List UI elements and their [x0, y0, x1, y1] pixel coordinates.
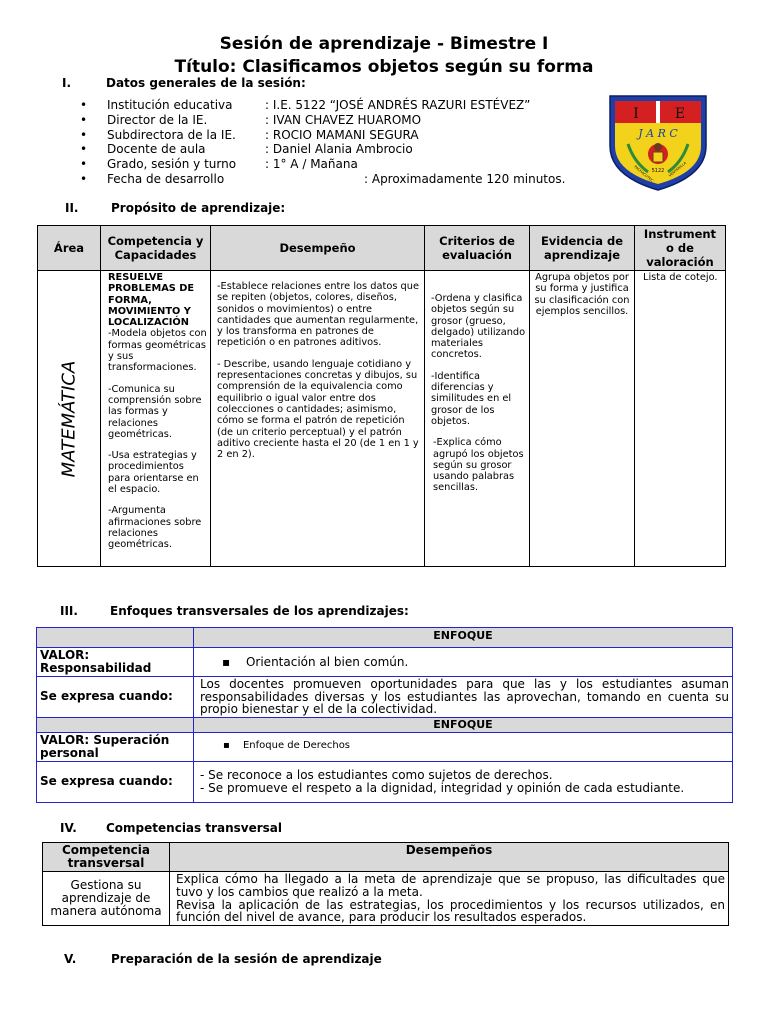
- desempeno-item: -Establece relaciones entre los datos que se repiten (objetos, colores, diseños, sonidos o movimientos) o entre cantidades que aumentan regularmente, y los transforma en patrones de repetición o en patrones aditivos.: [217, 281, 419, 349]
- field-value: : Daniel Alania Ambrocio: [265, 142, 413, 157]
- field-value: : ROCIO MAMANI SEGURA: [265, 127, 419, 142]
- bullet: ▪: [222, 654, 231, 669]
- desempeno-cell: [211, 271, 425, 567]
- competencia-cell: [101, 271, 211, 567]
- table-row: [37, 761, 733, 802]
- section-number-2: II.: [65, 201, 79, 215]
- crest-letter-e: E: [674, 106, 686, 122]
- area-label: MATEMÁTICA: [58, 360, 80, 477]
- table-row: [37, 648, 733, 677]
- field-label: Fecha de desarrollo: [107, 171, 225, 186]
- desempeno-item: Explica cómo ha llegado a la meta de aprendizaje que se propuso, las dificultades que tuvo y los cambios que realizó a la meta.: [176, 872, 725, 899]
- crest-number: 5122: [651, 168, 665, 174]
- desempeno-item: Revisa la aplicación de las estrategias, los procedimientos y los recursos utilizados, en función del nivel de avance, para producir los resultados esperados.: [176, 897, 725, 925]
- section-number-1: I.: [62, 76, 72, 90]
- valor-label: VALOR: Superación personal: [37, 732, 194, 761]
- capacidad-item: -Usa estrategias y procedimientos para orientarse en el espacio.: [108, 450, 199, 496]
- header-desempenos: Desempeños: [170, 843, 729, 872]
- page-title-line1: Sesión de aprendizaje - Bimestre I: [219, 34, 549, 54]
- section-title-4: Competencias transversal: [106, 821, 283, 835]
- header-evidencia: Evidencia de aprendizaje: [530, 226, 635, 271]
- expresa-label: Se expresa cuando:: [37, 677, 194, 718]
- field-value: : Aproximadamente 120 minutos.: [364, 171, 566, 186]
- bullet: •: [80, 98, 88, 112]
- enfoque-header: ENFOQUE: [194, 717, 733, 732]
- expresa-label: Se expresa cuando:: [37, 761, 194, 802]
- section-title-3: Enfoques transversales de los aprendizajes:: [110, 604, 409, 618]
- expresa-line: - Se reconoce a los estudiantes como sujetos de derechos.: [200, 768, 553, 782]
- field-value: : IVAN CHAVEZ HUAROMO: [265, 112, 422, 127]
- evidencia-text: Agrupa objetos por su forma y justifica su clasificación con ejemplos sencillos.: [534, 272, 630, 317]
- field-label: Subdirectora de la IE.: [107, 127, 236, 142]
- section-number-4: IV.: [60, 821, 77, 835]
- enfoque-text: Orientación al bien común.: [245, 654, 409, 669]
- capacidad-item: -Argumenta afirmaciones sobre relaciones geométricas.: [108, 505, 202, 551]
- section-title-1: Datos generales de la sesión:: [106, 76, 306, 90]
- criterio-item: -Explica cómo agrupó los objetos según su grosor usando palabras sencillas.: [433, 437, 524, 494]
- table-row: [37, 717, 733, 732]
- area-cell: [38, 271, 101, 567]
- desempenos-cell: [170, 872, 729, 926]
- crest-right-text: VENTANILLA: [668, 160, 688, 178]
- competencia-title: RESUELVE PROBLEMAS DE FORMA, MOVIMIENTO Y LOCALIZACIÓN: [108, 272, 195, 329]
- table-header-row: [43, 843, 729, 872]
- enfoque-cell: [194, 732, 733, 761]
- school-crest-logo: [604, 92, 712, 192]
- bullet: •: [80, 157, 88, 172]
- expresa-line: - Se promueve el respeto a la dignidad, integridad y opinión de cada estudiante.: [200, 780, 685, 795]
- table-row: [38, 271, 726, 567]
- field-label: Grado, sesión y turno: [107, 157, 237, 172]
- transversal-table: [42, 842, 729, 926]
- field-label: Docente de aula: [107, 142, 206, 157]
- bullet: •: [80, 142, 88, 157]
- table-header-row: [38, 226, 726, 271]
- valor-label: VALOR: Responsabilidad: [37, 648, 194, 677]
- enfoque-header: ENFOQUE: [194, 628, 733, 648]
- purpose-table: [37, 225, 726, 567]
- competencia-transversal-cell: Gestiona su aprendizaje de manera autónoma: [43, 872, 170, 926]
- expresa-cell: [194, 761, 733, 802]
- capacidad-item: -Modela objetos con formas geométricas y sus transformaciones.: [108, 328, 207, 374]
- criterio-item: -Ordena y clasifica objetos según su grosor (grueso, delgado) utilizando materiales concretos.: [431, 293, 526, 361]
- field-value: : 1° A / Mañana: [265, 157, 358, 172]
- table-row: [37, 628, 733, 648]
- crest-left-text: PACHACUTEC: [633, 164, 654, 183]
- header-instrumento: Instrument o de valoración: [635, 226, 726, 271]
- crest-letter-i: I: [633, 106, 639, 122]
- crest-monogram: J A R C: [638, 127, 678, 140]
- bullet: •: [80, 127, 88, 142]
- header-area: Área: [38, 226, 101, 271]
- field-value: : I.E. 5122 “JOSÉ ANDRÉS RAZURI ESTÉVEZ”: [265, 98, 531, 112]
- table-row: [43, 872, 729, 926]
- enfoque-cell: [194, 648, 733, 677]
- field-label: Institución educativa: [107, 98, 233, 112]
- empty-header-cell: [37, 628, 194, 648]
- section-title-2: Propósito de aprendizaje:: [111, 201, 286, 215]
- enfoques-table: [36, 627, 733, 803]
- section-title-5: Preparación de la sesión de aprendizaje: [111, 952, 382, 966]
- empty-header-cell: [37, 717, 194, 732]
- instrumento-cell: [635, 271, 726, 567]
- bullet: •: [80, 112, 88, 127]
- header-competencia: Competencia y Capacidades: [101, 226, 211, 271]
- header-desempeno: Desempeño: [211, 226, 425, 271]
- section-number-3: III.: [60, 604, 78, 618]
- header-criterios: Criterios de evaluación: [425, 226, 530, 271]
- desempeno-item: - Describe, usando lenguaje cotidiano y representaciones concretas y dibujos, su comprensión de la equivalencia como equilibrio o igual valor entre dos colecciones o cantidades; asimismo, cómo se forma el patrón de repetición (de un criterio perceptual) y el patrón aditivo creciente hasta el 20 (de 1 en 1 y 2 en 2).: [217, 358, 419, 461]
- instrumento-text: Lista de cotejo.: [643, 272, 718, 283]
- section-number-5: V.: [64, 952, 77, 966]
- page-title-line2: Título: Clasificamos objetos según su forma: [174, 57, 594, 77]
- enfoque-text: Enfoque de Derechos: [242, 740, 351, 752]
- bullet: ▪: [223, 740, 230, 752]
- bullet: •: [80, 171, 88, 186]
- field-label: Director de la IE.: [107, 112, 208, 127]
- criterios-cell: [425, 271, 530, 567]
- capacidad-item: -Comunica su comprensión sobre las formas y relaciones geométricas.: [108, 383, 202, 440]
- header-competencia-transversal: Competencia transversal: [43, 843, 170, 872]
- table-row: [37, 677, 733, 718]
- expresa-text: Los docentes promueven oportunidades para que las y los estudiantes asuman responsabilidades diversas y los estudiantes las aprovechan, tomando en cuenta su propio bienestar y el de la colectividad.: [194, 677, 733, 718]
- evidencia-cell: [530, 271, 635, 567]
- table-row: [37, 732, 733, 761]
- criterio-item: -Identifica diferencias y similitudes en el grosor de los objetos.: [431, 370, 512, 427]
